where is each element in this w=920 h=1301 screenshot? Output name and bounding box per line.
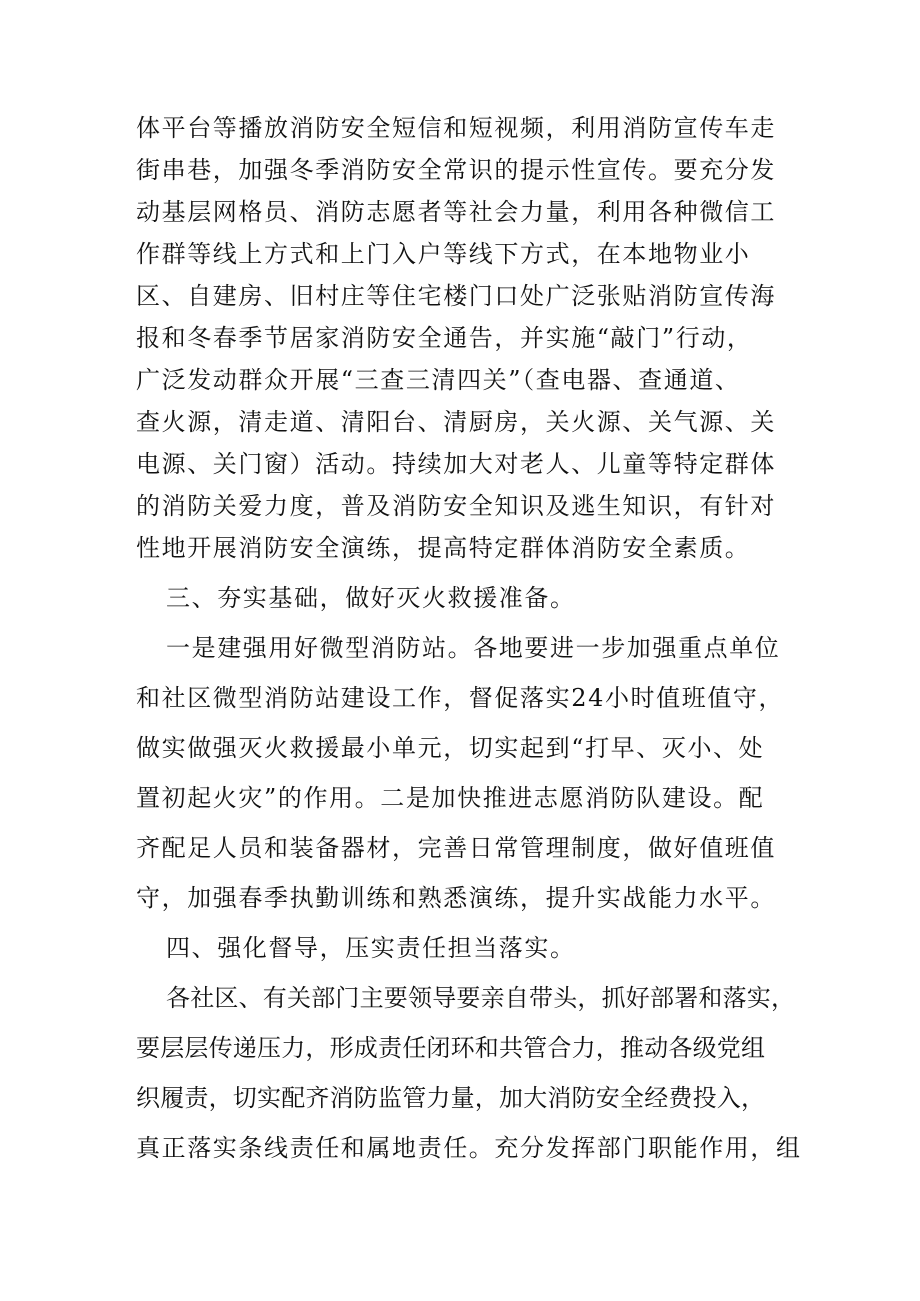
text-line: 动基层网格员、消防志愿者等社会力量，利用各种微信工 <box>136 198 776 226</box>
text-line: 电源、关门窗）活动。持续加大对老人、儿童等特定群体 <box>136 450 776 478</box>
text-line: 做实做强灭火救援最小单元，切实起到“打早、灭小、处 <box>136 734 765 762</box>
text-line: 置初起火灾”的作用。二是加快推进志愿消防队建设。配 <box>136 784 765 812</box>
text-line: 街串巷，加强冬季消防安全常识的提示性宣传。要充分发 <box>136 156 776 184</box>
text-line: 和社区微型消防站建设工作，督促落实24小时值班值守， <box>136 684 785 712</box>
text-line: 齐配足人员和装备器材，完善日常管理制度，做好值班值 <box>136 834 776 862</box>
section-heading: 三、夯实基础，做好灭火救援准备。 <box>166 584 576 612</box>
text-line: 要层层传递压力，形成责任闭环和共管合力，推动各级党组 <box>136 1034 766 1062</box>
text-line: 体平台等播放消防安全短信和短视频，利用消防宣传车走 <box>136 114 776 142</box>
text-line: 报和冬春季节居家消防安全通告，并实施“敲门”行动， <box>136 324 753 352</box>
text-line: 守，加强春季执勤训练和熟悉演练，提升实战能力水平。 <box>136 884 776 912</box>
text-line: 查火源，清走道、清阳台、清厨房，关火源、关气源、关 <box>136 408 776 436</box>
text-line: 作群等线上方式和上门入户等线下方式，在本地物业小 <box>136 240 751 268</box>
text-line: 性地开展消防安全演练，提高特定群体消防安全素质。 <box>136 534 751 562</box>
text-line: 的消防关爱力度，普及消防安全知识及逃生知识，有针对 <box>136 492 776 520</box>
text-line: 区、自建房、旧村庄等住宅楼门口处广泛张贴消防宣传海 <box>136 282 776 310</box>
text-line: 广泛发动群众开展“三查三清四关”（查电器、查通道、 <box>136 366 741 394</box>
paragraph-first-line: 一是建强用好微型消防站。各地要进一步加强重点单位 <box>166 634 781 662</box>
text-line: 真正落实条线责任和属地责任。充分发挥部门职能作用，组 <box>136 1134 802 1162</box>
paragraph-first-line: 各社区、有关部门主要领导要亲自带头，抓好部署和落实， <box>166 984 796 1012</box>
section-heading: 四、强化督导，压实责任担当落实。 <box>166 934 576 962</box>
text-line: 织履责，切实配齐消防监管力量，加大消防安全经费投入， <box>136 1084 766 1112</box>
